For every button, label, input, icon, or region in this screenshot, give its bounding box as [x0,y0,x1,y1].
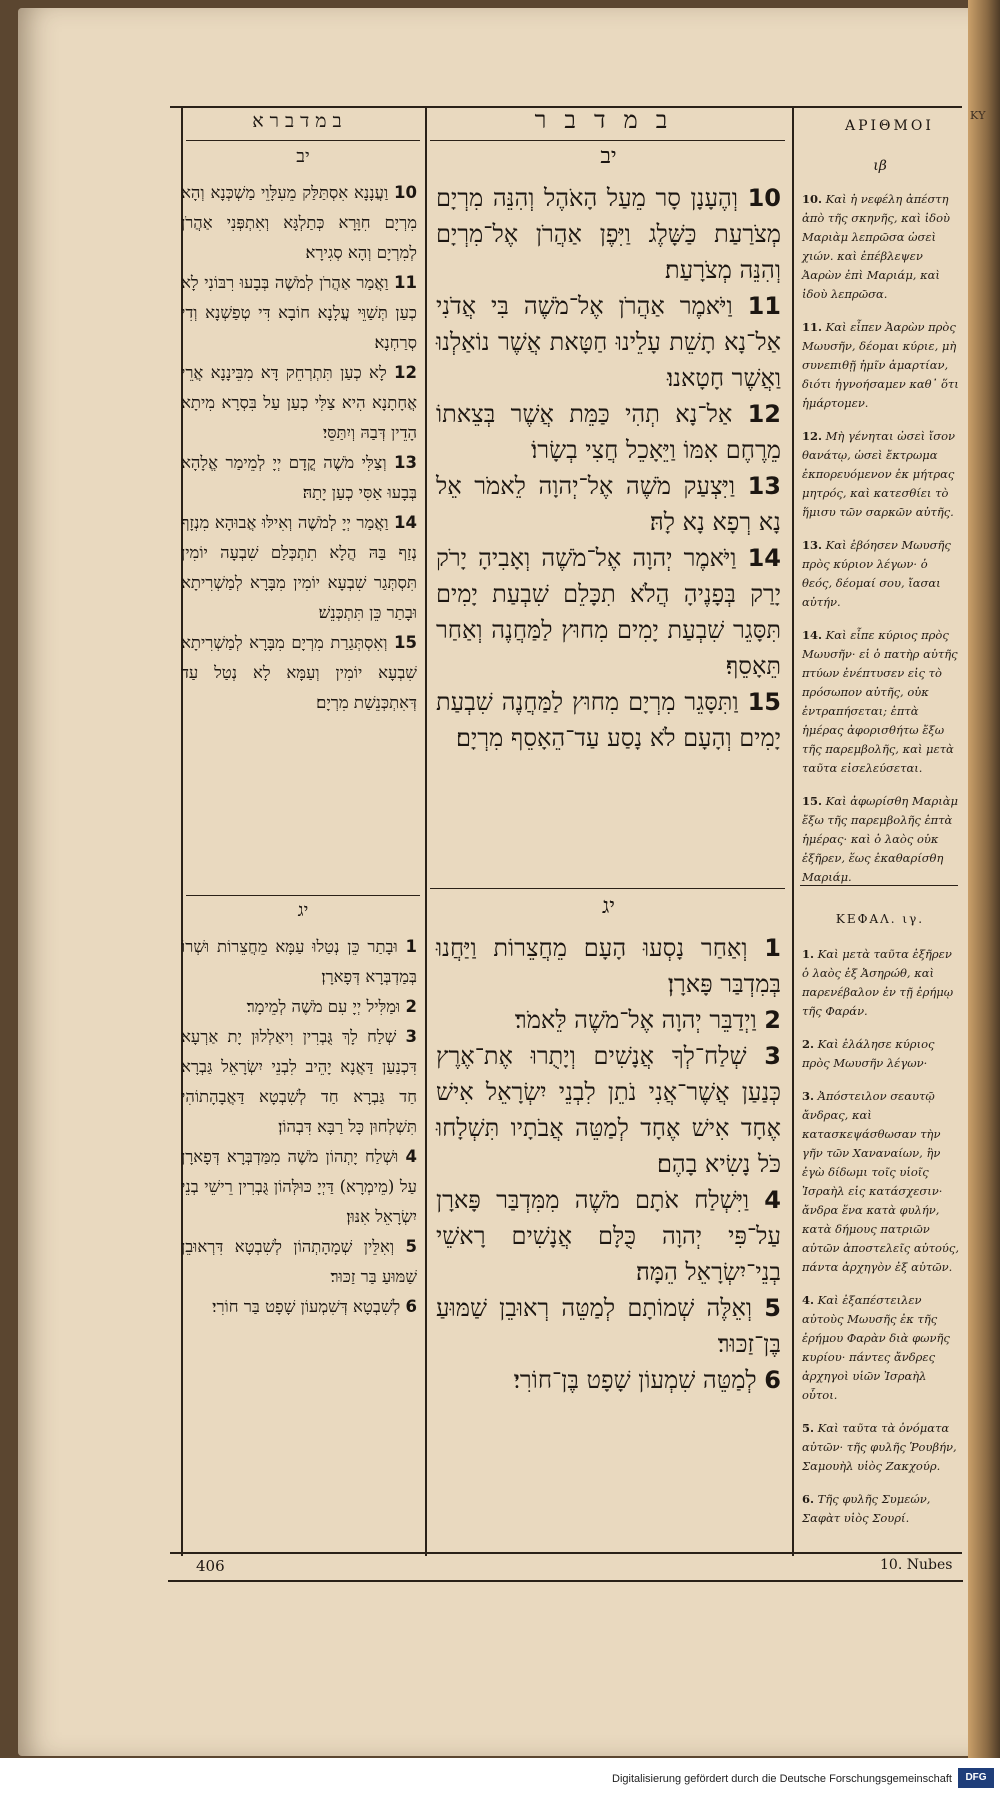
verse: 11 וַאֲמַר אַהֲרֹן לְמֹשֶׁה בְּבָעוּ רִבּוֹנִי לָא כְעַן תְּשַׁוֵּי עֲלָנָא חוֹבָא דִּי טְפַשְׁנָא וְדִי סְרַחְנָא׃ [181,273,417,352]
bottom-rule [170,1552,962,1554]
verse: 10 וְהֶעָנָן סָר מֵעַל הָאֹהֶל וְהִנֵּה מִרְיָם מְצֹרַעַת כַּשָּׁלֶג וַיִּפֶן אַהֲרֹן אֶל־מִרְיָם וְהִנֵּה מְצֹרָעַת׃ [436,184,781,284]
verse: 6 לְשִׁבְטָא דְּשִׁמְעוֹן שָׁפָט בַּר חוֹרִי׃ [212,1297,417,1316]
chapter-13-number-aramaic: יג [297,900,309,921]
chapter-divider-left [186,895,420,896]
verse: 14 וַאֲמַר יְיָ לְמֹשֶׁה וְאִילּוּ אֲבוּהָא מִנְזָף נְזַף בַּהּ הֲלָא תִתְכְּלַם שִׁבְעָה יוֹמִין תִּסְתְּגַר שִׁבְעָא יוֹמִין מִבָּרָא לְמַשְׁרִיתָא וּבָתַר כֵּן תִּתְכְּנֵשׁ׃ [181,513,417,622]
header-underline-left [186,140,420,141]
verse: 6. Τῆς φυλῆς Συμεών, Σαφὰτ υἱὸς Σουρί. [802,1492,931,1525]
verse: 13. Καὶ ἐβόησεν Μωυσῆς πρὸς κύριον λέγων· ὁ θεός, δέομαί σου, ἴασαι αὐτήν. [802,538,951,609]
verse: 13 וַיִּצְעַק מֹשֶׁה אֶל־יְהוָה לֵאמֹר אֵל נָא רְפָא נָא לָהּ׃ [436,472,781,536]
verse: 1 וְאַחַר נָסְעוּ הָעָם מֵחֲצֵרוֹת וַיַּחֲנוּ בְּמִדְבַּר פָּארָן׃ [436,934,781,998]
verse: 10 וַעֲנָנָא אִסְתַּלַּק מֵעִלָּוֵי מַשְׁכְּנָא וְהָא מִרְיָם חִוָּרָא כְּתַלְגָּא וְאִתְפְּנִי אַהֲרֹן לְמִרְיָם וְהָא סְגִירָא׃ [181,183,417,262]
verse: 12. Μὴ γένηται ὡσεὶ ἴσον θανάτῳ, ὡσεὶ ἔκτρωμα ἐκπορευόμενον ἐκ μήτρας μητρός, καὶ κατεσθίει τὸ ἥμισυ τῶν σαρκῶν αὐτῆς. [802,429,956,519]
verse: 1. Καὶ μετὰ ταῦτα ἐξῆρεν ὁ λαὸς ἐξ Ἀσηρώθ, καὶ παρενέβαλον ἐν τῇ ἐρήμῳ τῆς Φαράν. [802,947,954,1018]
book-fore-edge [968,0,1000,1760]
verse: 2 וַיְדַבֵּר יְהוָה אֶל־מֹשֶׁה לֵּאמֹר׃ [514,1006,781,1034]
verse: 3. Ἀπόστειλον σεαυτῷ ἄνδρας, καὶ κατασκεψάσθωσαν τὴν γῆν τῶν Χαναναίων, ἣν ἐγὼ δίδωμι τοῖς υἱοῖς Ἰσραὴλ εἰς κατάσχεσιν· ἄνδρα ἕνα κατὰ φυλήν, κατὰ δήμους πατριῶν αὐτῶν ἀποστελεῖς αὐτούς, πάντα ἀρχηγὸν ἐξ αὐτῶν. [802,1089,959,1274]
footer-credit: Digitalisierung gefördert durch die Deutsche Forschungsgemeinschaft [612,1773,952,1785]
verse: 12 אַל־נָא תְהִי כַּמֵּת אֲשֶׁר בְּצֵאתוֹ מֵרֶחֶם אִמּוֹ וַיֵּאָכֵל חֲצִי בְשָׂרוֹ׃ [436,400,781,464]
verse: 11. Καὶ εἶπεν Ἀαρὼν πρὸς Μωυσῆν, δέομαι κύριε, μὴ συνεπιθῇ ἡμῖν ἁμαρτίαν, διότι ἠγνοήσαμεν καθ᾽ ὅτι ἡμάρτομεν. [802,320,959,410]
column-rule-2 [792,106,794,1556]
chapter-12-number-hebrew: יב [600,144,617,169]
hebrew-text-ch13 [436,930,781,1398]
catchword: 10. Nubes [880,1557,953,1573]
chapter-12-number-greek: ιβ [873,158,887,174]
verse: 3 שְׁלַח־לְךָ אֲנָשִׁים וְיָתֻרוּ אֶת־אֶרֶץ כְּנַעַן אֲשֶׁר־אֲנִי נֹתֵן לִבְנֵי יִשְׂרָאֵל אִישׁ אֶחָד אִישׁ אֶחָד לְמַטֵּה אֲבֹתָיו תִּשְׁלָחוּ כֹּל נָשִׂיא בָהֶם׃ [436,1042,781,1178]
dfg-logo: DFG [958,1768,994,1788]
verse: 5. Καὶ ταῦτα τὰ ὀνόματα αὐτῶν· τῆς φυλῆς Ῥουβήν, Σαμουὴλ υἱὸς Ζακχούρ. [802,1421,957,1473]
greek-text-ch13 [802,945,960,1542]
chapter-13-number-hebrew: יג [601,894,616,919]
verse: 4. Καὶ ἐξαπέστειλεν αὐτοὺς Μωυσῆς ἐκ τῆς ἐρήμου Φαρὰν διὰ φωνῆς κυρίου· πάντες ἄνδρες ἀρχηγοὶ υἱῶν Ἰσραὴλ οὗτοι. [802,1293,950,1402]
verse: 10. Καὶ ἡ νεφέλη ἀπέστη ἀπὸ τῆς σκηνῆς, καὶ ἰδοὺ Μαριὰμ λεπρῶσα ὡσεὶ χιών. καὶ ἐπέβλεψεν Ἀαρὼν ἐπὶ Μαριάμ, καὶ ἰδοὺ λεπρῶσα. [802,192,950,301]
verse: 2. Καὶ ἐλάλησε κύριος πρὸς Μωυσῆν λέγων· [802,1037,935,1070]
verse: 6 לְמַטֵּה שִׁמְעוֹן שָׁפָט בֶּן־חוֹרִי׃ [513,1366,781,1394]
chapter-13-heading-greek: ΚΕΦΑΛ. ιγ. [835,912,925,926]
header-right-greek: ΑΡΙΘΜΟΙ [845,118,934,134]
hebrew-text-ch12 [436,180,781,756]
aramaic-text-ch12 [181,178,417,718]
aramaic-text-ch13 [181,932,417,1322]
verse: 2 וּמַלִּיל יְיָ עִם מֹשֶׁה לְמֵימָר׃ [246,997,417,1016]
header-underline-mid [430,140,785,141]
footer-rule [168,1580,963,1582]
verse: 5 וְאֵלֶּה שְׁמוֹתָם לְמַטֵּה רְאוּבֵן שַׁמּוּעַ בֶּן־זַכּוּר׃ [436,1294,781,1358]
verse: 15. Καὶ ἀφωρίσθη Μαριὰμ ἔξω τῆς παρεμβολῆς ἑπτὰ ἡμέρας· καὶ ὁ λαὸς οὐκ ἐξῆρεν, ἕως ἐκαθαρίσθη Μαριάμ. [802,794,959,884]
adjacent-page-fragment: ΚΥ [970,110,986,122]
verse: 4 וַיִּשְׁלַח אֹתָם מֹשֶׁה מִמִּדְבַּר פָּארָן עַל־פִּי יְהוָה כֻּלָּם אֲנָשִׁים רָאשֵׁי בְנֵי־יִשְׂרָאֵל הֵמָּה׃ [436,1186,781,1286]
verse: 15 וְאִסְתְּגַרַת מִרְיָם מִבָּרָא לְמַשְׁרִיתָא שִׁבְעָא יוֹמִין וְעַמָּא לָא נְטַל עַד דְּאִתְכְּנֵשַׁת מִרְיָם׃ [181,633,418,712]
page-number: 406 [196,1557,225,1575]
greek-text-ch12 [802,190,960,901]
verse: 5 וְאִלֵּין שְׁמָהָתְהוֹן לְשִׁבְטָא דִּרְאוּבֵן שַׁמּוּעַ בַּר זַכּוּר׃ [181,1237,417,1286]
chapter-12-number-aramaic: יב [296,146,310,167]
verse: 15 וַתִּסָּגֵר מִרְיָם מִחוּץ לַמַּחֲנֶה שִׁבְעַת יָמִים וְהָעָם לֹא נָסַע עַד־הֵאָסֵף מִרְיָם׃ [436,688,781,752]
header-middle-hebrew: במדבר [534,106,686,134]
verse: 3 שְׁלַח לָךְ גֻּבְרִין וִיאַלְלוּן יָת אַרְעָא דִּכְנַעַן דַּאֲנָא יָהֵיב לִבְנֵי יִשְׂרָאֵל גַּבְרָא חַד גַּבְרָא חַד לְשִׁבְטָא דַּאֲבָהָתוֹהִי תִּשְׁלְחוּן כָּל רַבָּא דִּבְהוֹן׃ [181,1027,417,1136]
verse: 11 וַיֹּאמֶר אַהֲרֹן אֶל־מֹשֶׁה בִּי אֲדֹנִי אַל־נָא תָשֵׁת עָלֵינוּ חַטָּאת אֲשֶׁר נוֹאַלְנוּ וַאֲשֶׁר חָטָאנוּ׃ [436,292,781,392]
verse: 14. Καὶ εἶπε κύριος πρὸς Μωυσῆν· εἰ ὁ πατὴρ αὐτῆς πτύων ἐνέπτυσεν εἰς τὸ πρόσωπον αὐτῆς, οὐκ ἐντραπήσεται; ἑπτὰ ἡμέρας ἀφορισθήτω ἔξω τῆς παρεμβολῆς, καὶ μετὰ ταῦτα εἰσελεύσεται. [802,628,958,775]
verse: 13 וְצַלִּי מֹשֶׁה קֳדָם יְיָ לְמֵימַר אֱלָהָא בְּבָעוּ אַסִּי כְעַן יָתַהּ׃ [181,453,418,502]
verse: 12 לָא כְעַן תִּתְרְחֵק דָּא מִבֵּינָנָא אֲרֵי אֲחָתָנָא הִיא צַלִּי כְעַן עַל בִּסְרָא מִיתָא הָדֵין דְּבַהּ וְיִתַּסֵּי׃ [181,363,418,442]
header-left-aramaic: במדברא [252,110,348,132]
verse: 4 וּשְׁלַח יָתְהוֹן מֹשֶׁה מִמַּדְבְּרָא דְּפָארָן עַל (מֵימְרָא) דַּיְיָ כּוּלְּהוֹן גֻּבְרִין רֵישֵׁי בְנֵי יִשְׂרָאֵל אִנּוּן׃ [181,1147,417,1226]
chapter-divider-mid [430,888,785,889]
verse: 14 וַיֹּאמֶר יְהוָה אֶל־מֹשֶׁה וְאָבִיהָ יָרֹק יָרַק בְּפָנֶיהָ הֲלֹא תִכָּלֵם שִׁבְעַת יָמִים תִּסָּגֵר שִׁבְעַת יָמִים מִחוּץ לַמַּחֲנֶה וְאַחַר תֵּאָסֵף׃ [436,544,781,680]
column-rule-1 [425,106,427,1556]
verse: 1 וּבָתַר כֵּן נְטַלוּ עַמָּא מֵחֲצֵרוֹת וּשְׁרוֹ בְּמַדְבְּרָא דְּפָארָן׃ [181,937,417,986]
